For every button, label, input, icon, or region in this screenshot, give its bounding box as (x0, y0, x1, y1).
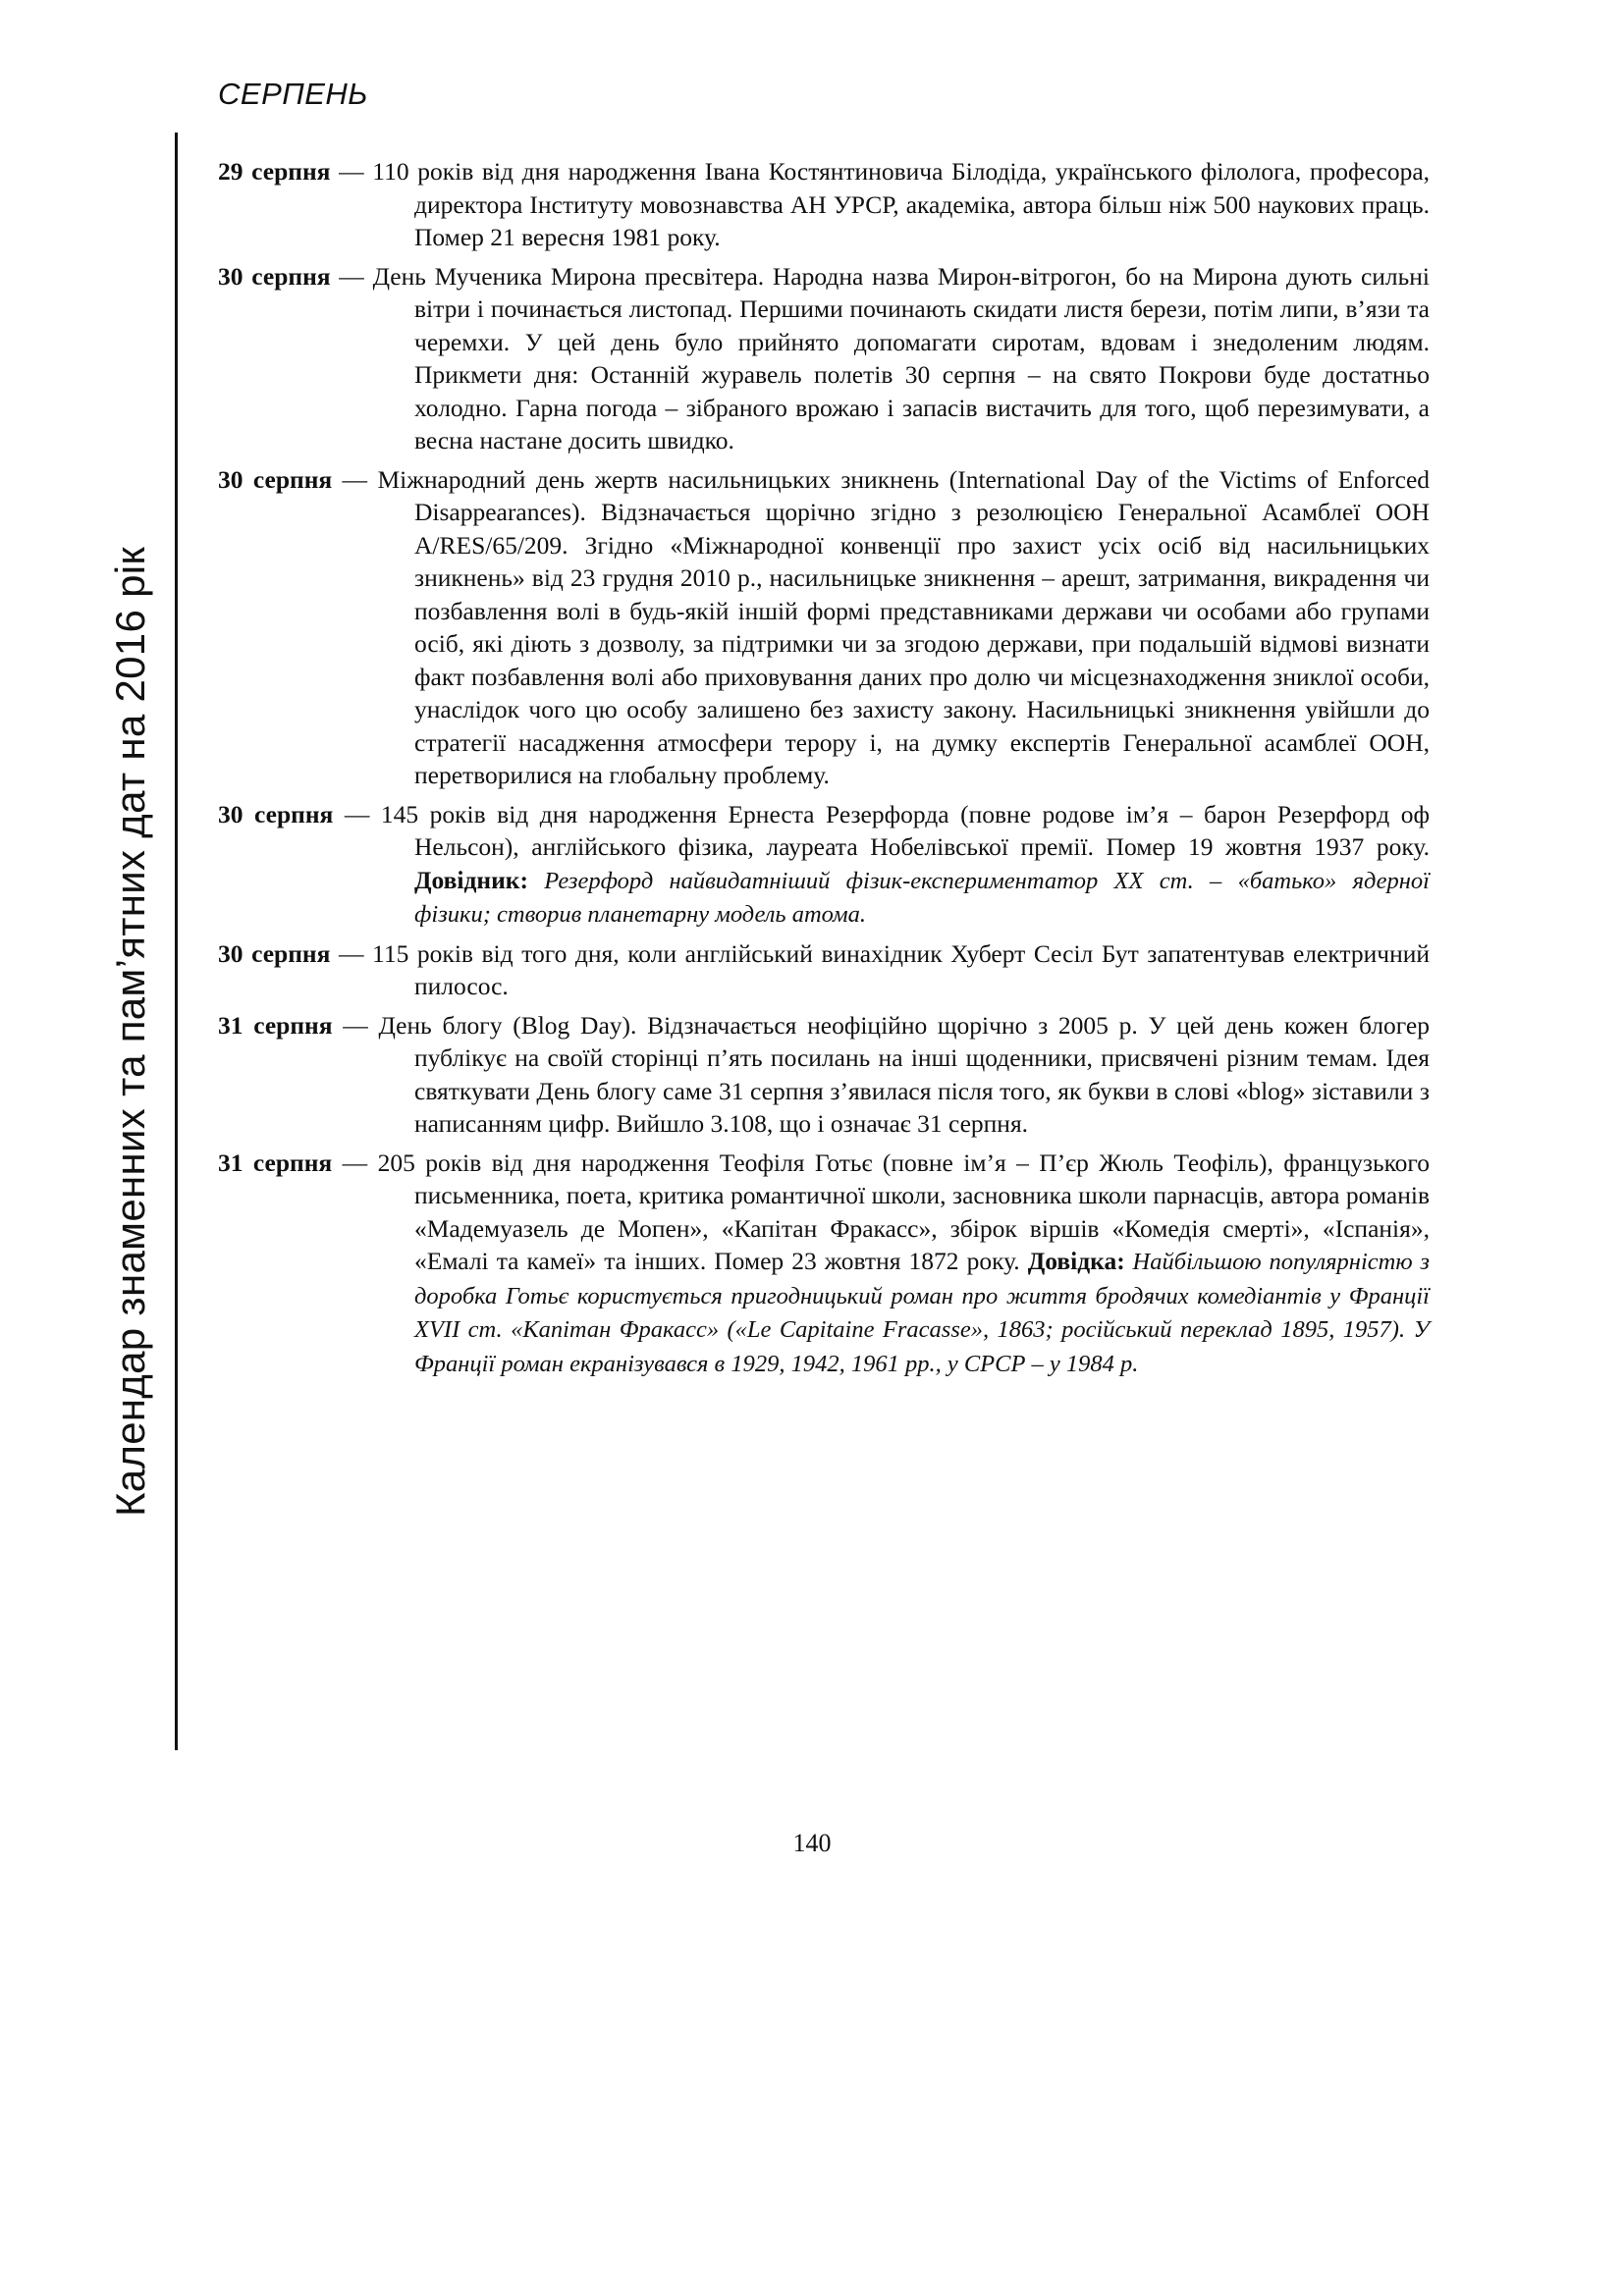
calendar-entries (218, 155, 1430, 1386)
entry-date: 30 серпня (218, 464, 333, 494)
calendar-entry (218, 155, 1430, 254)
entry-dash: — (333, 799, 381, 828)
reference-label: Довідка: (1027, 1247, 1125, 1275)
entry-date: 30 серпня (218, 261, 331, 291)
entry-dash: — (330, 938, 373, 968)
calendar-entry (218, 1147, 1430, 1381)
entry-date: 29 серпня (218, 157, 331, 186)
calendar-entry (218, 798, 1430, 932)
entry-date: 30 серпня (218, 938, 331, 968)
entry-text: 110 років від дня народження Івана Костянтиновича Білодіда, українського філолога, професора, директора Інституту мовознавства АН УРСР, академіка, автора більш ніж 500 наукових праць. Помер 21 вересня 1981 року. (372, 157, 1431, 251)
side-title: Календар знаменних та пам’ятних дат на 2016 рік (107, 546, 153, 1518)
entry-dash: — (330, 157, 373, 186)
entry-dash: — (332, 1010, 379, 1040)
reference-text: Найбільшою популярністю з доробка Готьє користується пригодницький роман про життя бродячих комедіантів у Франції XVII ст. «Капітан Фракасс» («Le Capitaine Fracasse», 1863; російський переклад 1895, 1957). У Франції роман екранізувався в 1929, 1942, 1961 рр., у СРСР – у 1984 р. (414, 1249, 1430, 1377)
reference-text: Резерфорд найвидатніший фізик-експериментатор XX ст. – «батько» ядерної фізики; створив планетарну модель атома. (414, 867, 1430, 928)
entry-text: 145 років від дня народження Ернеста Резерфорда (повне родове ім’я – барон Резерфорд оф Нельсон), англійського фізика, лауреата Нобелівської премії. Помер 19 жовтня 1937 року. (380, 799, 1430, 861)
page-number: 140 (792, 1829, 832, 1857)
entry-text: Міжнародний день жертв насильницьких зникнень (International Day of the Victims of Enforced Disappearances). Відзначається щорічно згідно з резолюцією Генеральної Асамблеї ООН A/RES/65/209. Згідно «Міжнародної конвенції про захист усіх осіб від насильницьких зникнень» від 23 грудня 2010 р., насильницьке зникнення – арешт, затримання, викрадення чи позбавлення волі в будь-якій іншій формі представниками держави чи особами або групами осіб, які діють з дозволу, за підтримки чи за згодою держави, при подальшій відмові визнати факт позбавлення волі або приховування даних про долю чи місцезнаходження зниклої особи, унаслідок чого цю особу залишено без захисту закону. Насильницькі зникнення увійшли до стратегії насадження атмосфери терору і, на думку експертів Генеральної асамблеї ООН, перетворилися на глобальну проблему. (377, 464, 1431, 789)
entry-date: 31 серпня (218, 1010, 333, 1040)
entry-date: 30 серпня (218, 799, 334, 828)
entry-date: 31 серпня (218, 1148, 333, 1177)
calendar-entry (218, 260, 1430, 457)
entry-text: 205 років від дня народження Теофіля Готьє (повне ім’я – П’єр Жюль Теофіль), французького письменника, поета, критика романтичної школи, засновника школи парнасців, автора романів «Мадемуазель де Мопен», «Капітан Фракасс», збірок віршів «Комедія смерті», «Іспанія», «Емалі та камеї» та інших. Помер 23 жовтня 1872 року. (377, 1148, 1431, 1275)
entry-text: День блогу (Blog Day). Відзначається неофіційно щорічно з 2005 р. У цей день кожен блогер публікує на своїй сторінці п’ять посилань на інші щоденники, присвячені різним темам. Ідея святкувати День блогу саме 31 серпня з’явилася після того, як букви в слові «blog» зіставили з написанням цифр. Вийшло 3.108, що і означає 31 серпня. (378, 1010, 1430, 1138)
entry-text: День Мученика Мирона пресвітера. Народна назва Мирон-вітрогон, бо на Мирона дують сильні вітри і починається листопад. Першими починають скидати листя берези, потім липи, в’язи та черемхи. У цей день було прийнято допомагати сиротам, вдовам і знедоленим людям. Прикмети дня: Останній журавель полетів 30 серпня – на свято Покрови буде достатньо холодно. Гарна погода – зібраного врожаю і запасів вистачить для того, щоб перезимувати, а весна настане досить швидко. (372, 261, 1430, 454)
calendar-entry (218, 937, 1430, 1003)
entry-dash: — (332, 464, 378, 494)
entry-text: 115 років від того дня, коли англійський винахідник Хуберт Сесіл Бут запатентував електричний пилосос. (372, 938, 1431, 1000)
calendar-entry (218, 463, 1430, 792)
reference-label: Довідник: (414, 865, 528, 894)
section-header: СЕРПЕНЬ (218, 77, 368, 111)
entry-dash: — (330, 261, 373, 291)
entry-dash: — (332, 1148, 378, 1177)
vertical-rule (175, 133, 178, 1750)
calendar-entry (218, 1009, 1430, 1141)
